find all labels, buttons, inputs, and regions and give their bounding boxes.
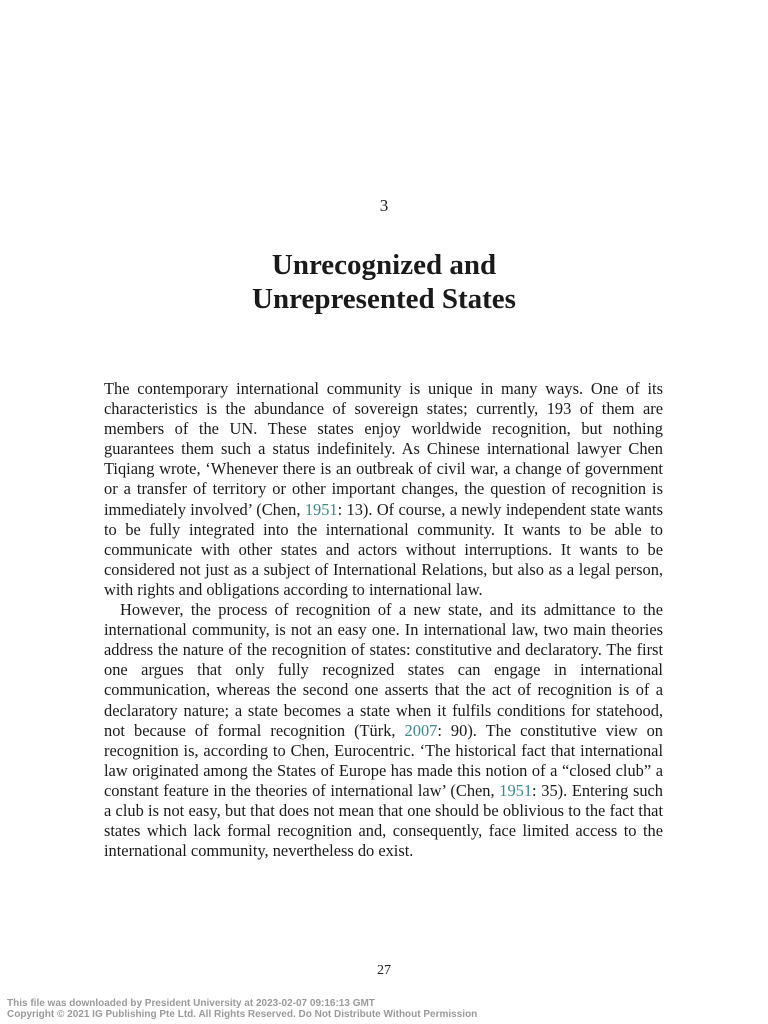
download-notice-line: This file was downloaded by President University at 2023-02-07 09:16:13 GMT <box>7 998 375 1009</box>
page-number: 27 <box>377 963 391 978</box>
chapter-title-line-2: Unrepresented States <box>252 283 516 315</box>
paragraph-2-text-3: : 35). Entering such a club is not easy, but that does not mean that one should be oblivious to the fact that states which lack formal recognition and, consequently, face limited access to the international community, nevertheless do exist. <box>104 780 663 861</box>
citation-link-chen-1951-second[interactable]: 1951 <box>499 780 533 800</box>
paragraph-2-text-2: : 90). The constitutive view on recognition is, according to Chen, Eurocentric. ‘The historical fact that international law originated among the States of Europe has made this notion of a “closed club” a constant feature in the theories of international law’ (Chen, <box>104 720 664 800</box>
paragraph-2 <box>104 600 663 861</box>
paragraph-1-text-1: The contemporary international community is unique in many ways. One of its characteristics is the abundance of sovereign states; currently, 193 of them are members of the UN. These states enjoy worldwide recognition, but nothing guarantees them such a status indefinitely. As Chinese international lawyer Chen Tiqiang wrote, ‘Whenever there is an outbreak of civil war, a change of government or a transfer of territory or other important changes, the question of recognition is immediately involved’ (Chen, <box>104 379 663 519</box>
chapter-title <box>0 248 768 316</box>
paragraph-1 <box>104 379 663 600</box>
chapter-number: 3 <box>379 196 389 215</box>
download-notice <box>7 999 477 1020</box>
paragraph-1-text-2: : 13). Of course, a newly independent state wants to be fully integrated into the international community. It wants to be able to communicate with other states and actors without interruptions. It wants to be considered not just as a subject of International Relations, but also as a legal person, with rights and obligations according to international law. <box>104 499 663 599</box>
paragraph-2-text-1: However, the process of recognition of a new state, and its admittance to the international community, is not an easy one. In international law, two main theories address the nature of the recognition of states: constitutive and declaratory. The first one argues that only fully recognized states can engage in international communication, whereas the second one asserts that the act of recognition is of a declaratory nature; a state becomes a state when it fulfils conditions for statehood, not because of formal recognition (Türk, <box>104 600 663 740</box>
citation-link-chen-1951[interactable]: 1951 <box>304 499 338 519</box>
citation-link-turk-2007[interactable]: 2007 <box>404 720 438 740</box>
copyright-notice-line: Copyright © 2021 IG Publishing Pte Ltd. All Rights Reserved. Do Not Distribute Without Permission <box>7 1008 478 1020</box>
body-text <box>104 379 663 861</box>
chapter-title-line-1: Unrecognized and <box>271 249 497 281</box>
